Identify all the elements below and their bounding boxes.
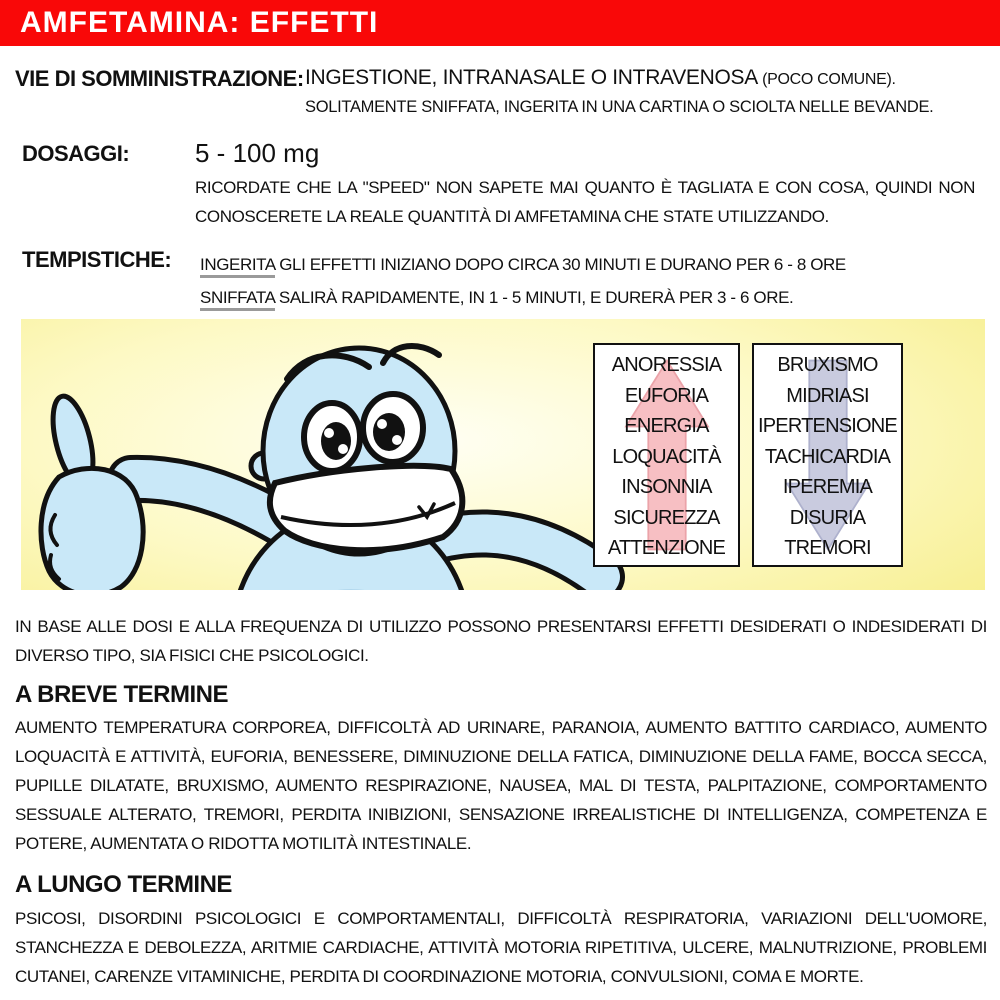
- timing-line-sniffed: [200, 281, 846, 314]
- increased-effects-list: [595, 345, 738, 564]
- routes-line1-small: (POCO COMUNE).: [757, 71, 896, 88]
- timing-line-ingested-rest: GLI EFFETTI INIZIANO DOPO CIRCA 30 MINUTI E DURANO PER 6 - 8 ORE: [274, 255, 846, 274]
- list-item: IPEREMIA: [782, 476, 873, 498]
- list-item: ANORESSIA: [611, 354, 722, 376]
- routes-line1-main: INGESTIONE, INTRANASALE O INTRAVENOSA: [305, 66, 758, 89]
- list-item: MIDRIASI: [786, 384, 869, 407]
- header-banner: [0, 0, 1000, 46]
- list-item: SICUREZZA: [613, 506, 720, 529]
- page-title: AMFETAMINA: EFFETTI: [20, 6, 379, 39]
- dosage-value: 5 - 100 mg: [195, 138, 320, 168]
- list-item: IPERTENSIONE: [758, 415, 897, 437]
- increased-effects-box: [593, 343, 740, 567]
- timing-label: TEMPISTICHE:: [22, 247, 172, 272]
- list-item: INSONNIA: [621, 476, 712, 498]
- timing-line-ingested: [200, 248, 846, 281]
- long-term-heading: A LUNGO TERMINE: [15, 871, 232, 898]
- adverse-effects-box: [752, 343, 903, 567]
- list-item: BRUXISMO: [777, 354, 878, 376]
- timing-keyword-ingested: INGERITA: [200, 255, 275, 278]
- list-item: TACHICARDIA: [764, 445, 891, 468]
- adverse-effects-list: [754, 345, 901, 564]
- timing-line-sniffed-rest: SALIRÀ RAPIDAMENTE, IN 1 - 5 MINUTI, E DURERÀ PER 3 - 6 ORE.: [274, 288, 794, 307]
- list-item: EUFORIA: [624, 384, 709, 407]
- routes-label: VIE DI SOMMINISTRAZIONE:: [15, 66, 304, 91]
- short-term-paragraph: AUMENTO TEMPERATURA CORPOREA, DIFFICOLTÀ AD URINARE, PARANOIA, AUMENTO BATTITO CARDIACO, AUMENTO LOQUACITÀ E ATTIVITÀ, EUFORIA, BENESSERE, DIMINUZIONE DELLA FATICA, DIMINUZIONE DELLA FAME, BOCCA SECCA, PUPILLE DILATATE, BRUXISMO, AUMENTO RESPIRAZIONE, NAUSEA, MAL DI TESTA, PALPITAZIONE, COMPORTAMENTO SESSUALE ALTERATO, TREMORI, PERDITA INIBIZIONI, SENSAZIONE IRREALISTICHE DI INTELLIGENZA, COMPETENZA E POTERE, AUMENTATA O RIDOTTA MOTILITÀ INTESTINALE.: [15, 718, 987, 853]
- long-term-paragraph: PSICOSI, DISORDINI PSICOLOGICI E COMPORTAMENTALI, DIFFICOLTÀ RESPIRATORIA, VARIAZIONI DELL'UOMORE, STANCHEZZA E DEBOLEZZA, ARITMIE CARDIACHE, ATTIVITÀ MOTORIA RIPETITIVA, ULCERE, MALNUTRIZIONE, PROBLEMI CUTANEI, CARENZE VITAMINICHE, PERDITA DI COORDINAZIONE MOTORIA, CONVULSIONI, COMA E MORTE.: [15, 909, 987, 986]
- timing-lines: [200, 248, 846, 314]
- routes-line1: [305, 66, 896, 90]
- list-item: ENERGIA: [624, 415, 709, 437]
- list-item: TREMORI: [784, 537, 871, 559]
- dosage-label: DOSAGGI:: [22, 141, 130, 166]
- list-item: ATTENZIONE: [607, 537, 726, 559]
- intro-paragraph: IN BASE ALLE DOSI E ALLA FREQUENZA DI UTILIZZO POSSONO PRESENTARSI EFFETTI DESIDERATI O INDESIDERATI DI DIVERSO TIPO, SIA FISICI CHE PSICOLOGICI.: [15, 617, 987, 665]
- timing-keyword-sniffed: SNIFFATA: [200, 288, 275, 311]
- list-item: DISURIA: [789, 506, 866, 529]
- list-item: LOQUACITÀ: [612, 445, 721, 468]
- short-term-heading: A BREVE TERMINE: [15, 681, 228, 708]
- illustration-panel: [21, 319, 985, 590]
- routes-line2: SOLITAMENTE SNIFFATA, INGERITA IN UNA CARTINA O SCIOLTA NELLE BEVANDE.: [305, 98, 934, 116]
- dosage-note: RICORDATE CHE LA "SPEED" NON SAPETE MAI QUANTO È TAGLIATA E CON COSA, QUINDI NON CONOSCERETE LA REALE QUANTITÀ DI AMFETAMINA CHE STATE UTILIZZANDO.: [195, 178, 975, 226]
